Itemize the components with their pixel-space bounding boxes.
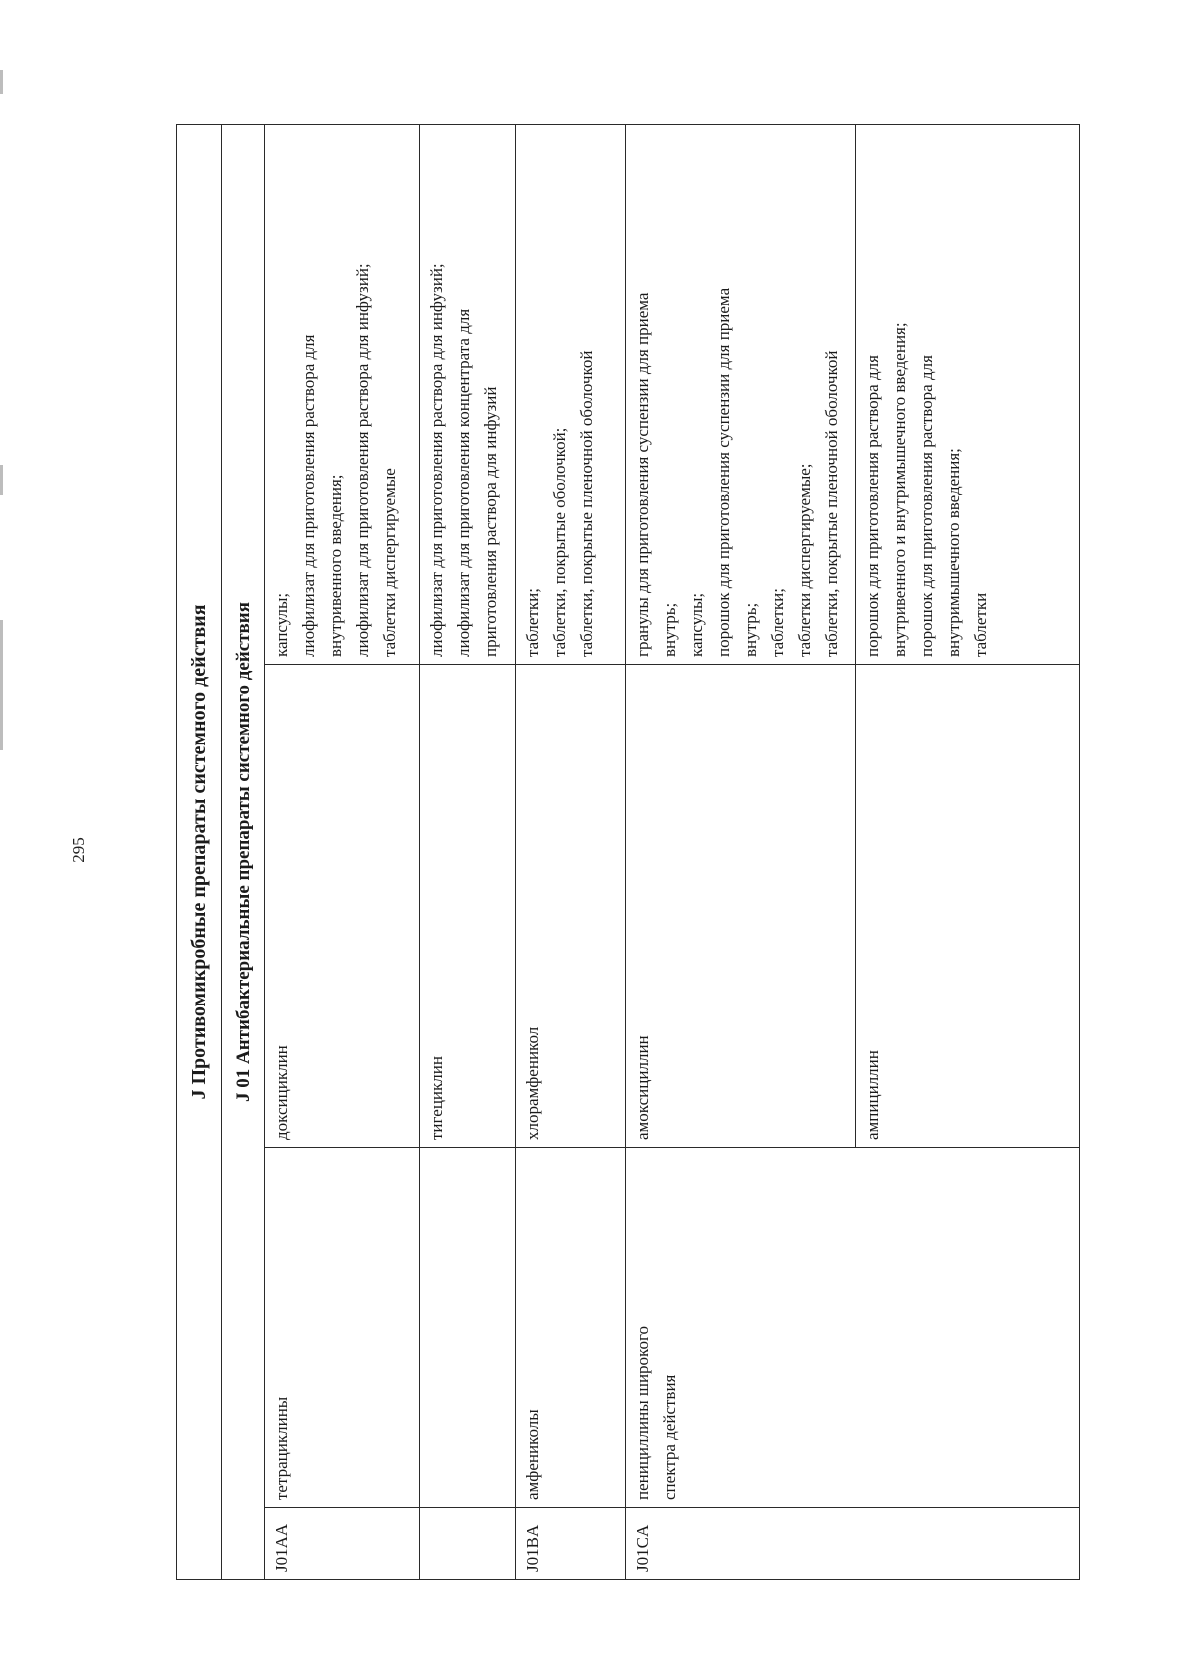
dosage-form-line: внутрь; xyxy=(660,602,679,657)
drug-name-cell: амоксициллин xyxy=(626,665,856,1148)
dosage-forms-cell xyxy=(420,124,516,664)
group-name-cell: амфениколы xyxy=(516,1148,626,1508)
scan-edge-mark xyxy=(0,465,3,495)
subsection-title-row xyxy=(222,124,265,1579)
dosage-form-line: таблетки, покрытые пленочной оболочкой xyxy=(577,350,596,657)
dosage-form-line: внутривенного введения; xyxy=(326,474,345,657)
dosage-form-line: внутривенного и внутримышечного введения; xyxy=(890,322,909,657)
dosage-form-line: порошок для приготовления раствора для xyxy=(917,355,936,657)
table-row xyxy=(626,124,856,1579)
drug-name-cell: хлорамфеникол xyxy=(516,665,626,1148)
dosage-form-line: порошок для приготовления раствора для xyxy=(863,355,882,657)
dosage-forms-cell xyxy=(626,124,856,664)
dosage-form-line: таблетки xyxy=(971,592,990,657)
dosage-form-line: внутримышечного введения; xyxy=(944,448,963,657)
scan-edge-mark xyxy=(0,620,3,750)
subsection-title: J 01 Антибактериальные препараты системного действия xyxy=(222,124,265,1579)
dosage-form-line: лиофилизат для приготовления раствора для инфузий; xyxy=(353,263,372,657)
document-table-container xyxy=(176,125,1080,1580)
dosage-form-line: таблетки диспергируемые; xyxy=(795,463,814,657)
dosage-form-line: таблетки, покрытые оболочкой; xyxy=(550,427,569,657)
dosage-form-line: капсулы; xyxy=(687,592,706,657)
group-name-cell xyxy=(626,1148,1080,1508)
dosage-form-line: таблетки; xyxy=(768,588,787,657)
atc-code-cell-empty xyxy=(420,1508,516,1580)
dosage-form-line: гранулы для приготовления суспензии для приема xyxy=(633,292,652,657)
table-row xyxy=(420,124,516,1579)
dosage-forms-cell xyxy=(265,124,420,664)
dosage-form-line: порошок для приготовления суспензии для приема xyxy=(714,287,733,657)
dosage-form-line: капсулы; xyxy=(272,592,291,657)
atc-code-cell: J01CA xyxy=(626,1508,1080,1580)
dosage-form-line: лиофилизат для приготовления раствора для инфузий; xyxy=(427,263,446,657)
group-name-cell-empty xyxy=(420,1148,516,1508)
group-name-line: пенициллины широкого xyxy=(633,1325,652,1500)
medicines-table xyxy=(176,124,1080,1580)
group-name-cell: тетрациклины xyxy=(265,1148,420,1508)
atc-code-cell: J01AA xyxy=(265,1508,420,1580)
dosage-form-line: приготовления раствора для инфузий xyxy=(481,386,500,657)
table-row xyxy=(516,124,626,1579)
drug-name-cell: доксициклин xyxy=(265,665,420,1148)
drug-name-cell: тигециклин xyxy=(420,665,516,1148)
dosage-form-line: таблетки, покрытые пленочной оболочкой xyxy=(822,350,841,657)
dosage-form-line: внутрь; xyxy=(741,602,760,657)
page-number: 295 xyxy=(68,837,88,863)
dosage-form-line: лиофилизат для приготовления концентрата для xyxy=(454,308,473,657)
section-title: J Противомикробные препараты системного действия xyxy=(177,124,222,1579)
atc-code-cell: J01BA xyxy=(516,1508,626,1580)
dosage-form-line: таблетки диспергируемые xyxy=(380,468,399,657)
scan-edge-mark xyxy=(0,70,3,94)
dosage-form-line: таблетки; xyxy=(523,588,542,657)
drug-name-cell: ампициллин xyxy=(856,665,1080,1148)
dosage-forms-cell xyxy=(516,124,626,664)
dosage-form-line: лиофилизат для приготовления раствора для xyxy=(299,334,318,657)
dosage-forms-cell xyxy=(856,124,1080,664)
table-row xyxy=(265,124,420,1579)
group-name-line: спектра действия xyxy=(660,1374,679,1500)
section-title-row xyxy=(177,124,222,1579)
